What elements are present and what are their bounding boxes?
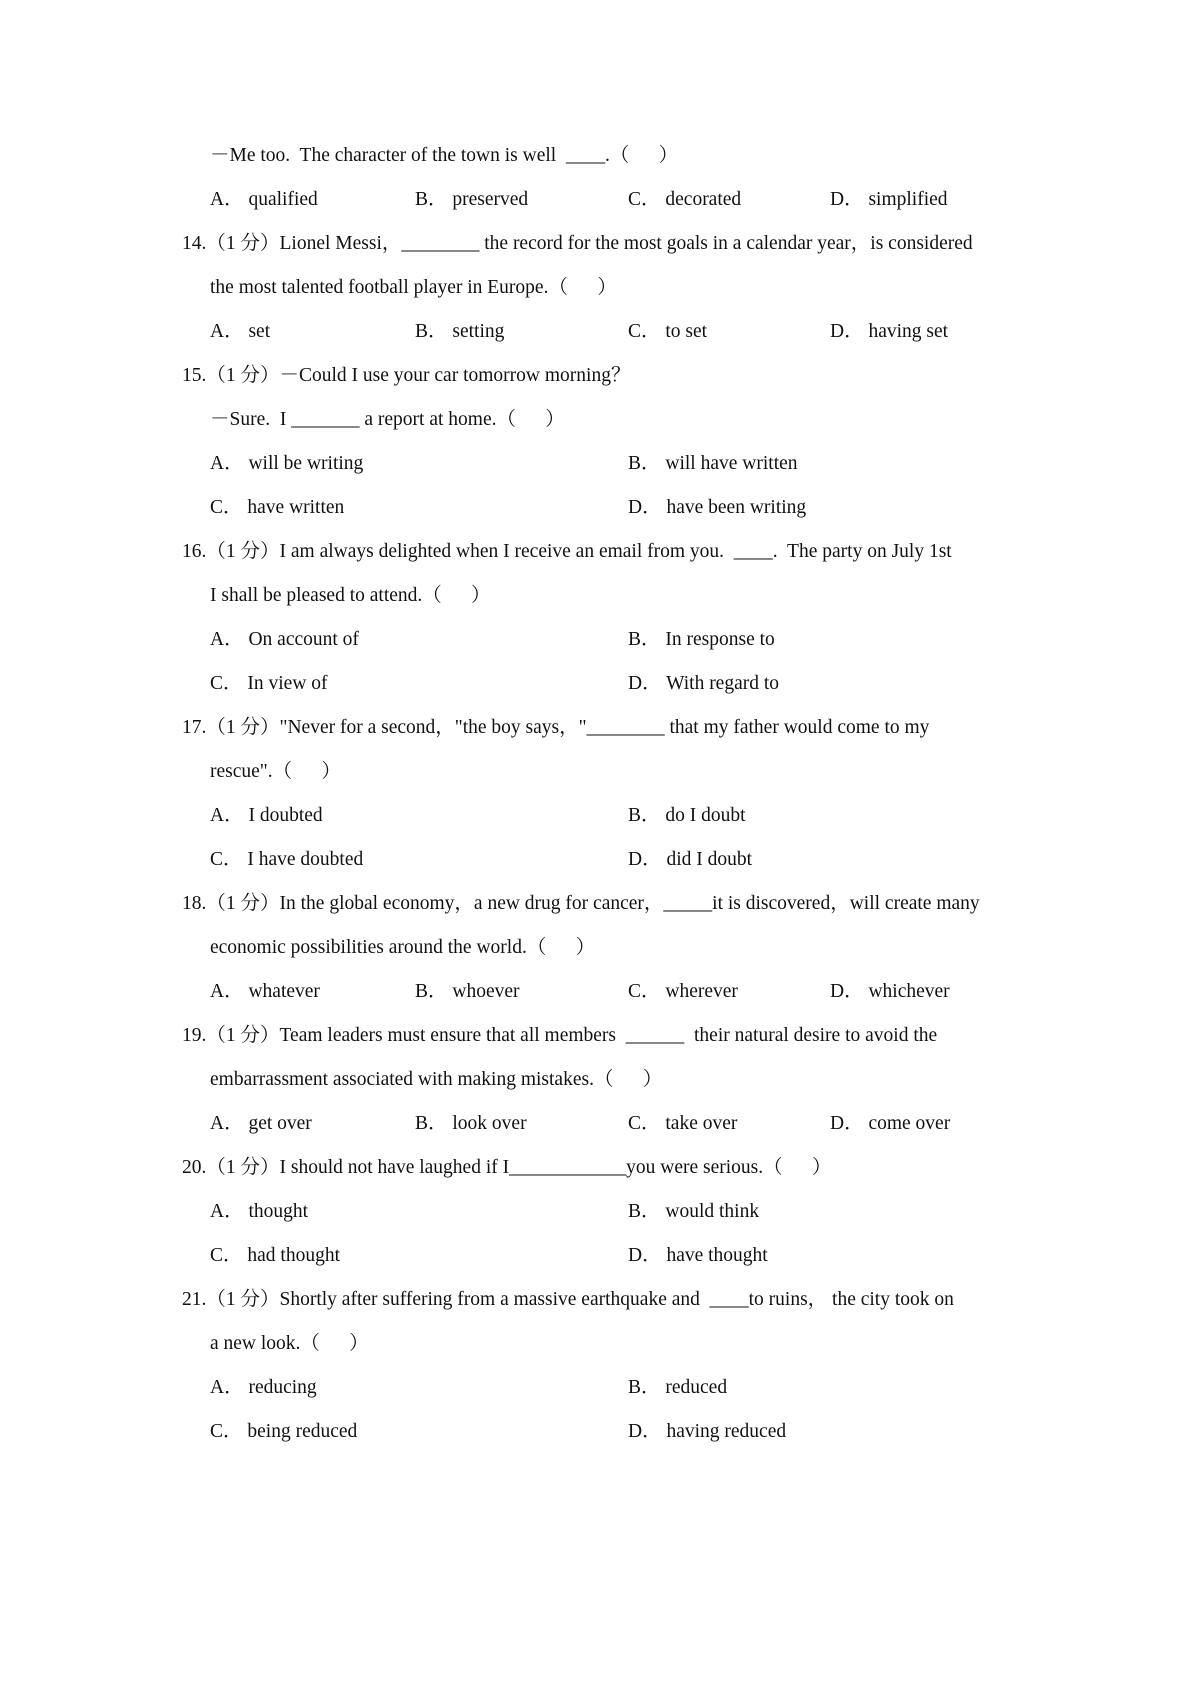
q17-option-d: D． did I doubt — [628, 849, 753, 870]
q13-option-c: C． decorated — [628, 189, 742, 210]
q19-option-a: A． get over — [210, 1113, 312, 1134]
q15-option-c: C． have written — [210, 497, 345, 518]
q16-option-c: C． In view of — [210, 673, 328, 694]
q20-option-b: B． would think — [628, 1201, 760, 1222]
q16-option-b: B． In response to — [628, 629, 775, 650]
q21-option-b: B． reduced — [628, 1377, 728, 1398]
q17-stem: 17.（1 分）"Never for a second，"the boy says，"________ that my father would come to my — [182, 717, 930, 738]
q18-option-b: B． whoever — [415, 981, 520, 1002]
q13-option-d: D． simplified — [830, 189, 948, 210]
q15-option-b: B． will have written — [628, 453, 798, 474]
q17-option-c: C． I have doubted — [210, 849, 364, 870]
q21-option-a: A． reducing — [210, 1377, 317, 1398]
q15-option-a: A． will be writing — [210, 453, 364, 474]
q20-option-d: D． have thought — [628, 1245, 768, 1266]
q15-option-d: D． have been writing — [628, 497, 807, 518]
q19-stem: 19.（1 分）Team leaders must ensure that all members ______ their natural desire to avoid the — [182, 1025, 938, 1046]
q13-option-a: A． qualified — [210, 189, 318, 210]
q18-stem-cont: economic possibilities around the world.（ ） — [210, 937, 596, 958]
q21-option-d: D． having reduced — [628, 1421, 787, 1442]
q17-option-b: B． do I doubt — [628, 805, 746, 826]
q17-option-a: A． I doubted — [210, 805, 323, 826]
q20-option-a: A． thought — [210, 1201, 309, 1222]
q20-option-c: C． had thought — [210, 1245, 340, 1266]
q13-option-b: B． preserved — [415, 189, 529, 210]
q14-option-b: B． setting — [415, 321, 505, 342]
q18-option-a: A． whatever — [210, 981, 320, 1002]
q15-stem-cont: －Sure. I _______ a report at home.（ ） — [210, 409, 565, 430]
q14-stem: 14.（1 分）Lionel Messi，________ the record for the most goals in a calendar year，is considered — [182, 233, 973, 254]
q17-stem-cont: rescue".（ ） — [210, 761, 341, 782]
q16-option-d: D． With regard to — [628, 673, 780, 694]
q19-option-d: D． come over — [830, 1113, 951, 1134]
q14-option-c: C． to set — [628, 321, 708, 342]
q16-stem: 16.（1 分）I am always delighted when I receive an email from you. ____. The party on July 1st — [182, 541, 952, 562]
q14-stem-cont: the most talented football player in Europe.（ ） — [210, 277, 617, 298]
q16-option-a: A． On account of — [210, 629, 359, 650]
q19-stem-cont: embarrassment associated with making mistakes.（ ） — [210, 1069, 663, 1090]
q19-option-c: C． take over — [628, 1113, 738, 1134]
q18-option-d: D． whichever — [830, 981, 950, 1002]
q21-stem-cont: a new look.（ ） — [210, 1333, 369, 1354]
q21-stem: 21.（1 分）Shortly after suffering from a massive earthquake and ____to ruins， the city took on — [182, 1289, 954, 1310]
q14-option-a: A． set — [210, 321, 271, 342]
q13-stem-line: －Me too. The character of the town is well ____.（ ） — [210, 145, 679, 166]
q18-option-c: C． wherever — [628, 981, 738, 1002]
q18-stem: 18.（1 分）In the global economy，a new drug for cancer，_____it is discovered，will create many — [182, 893, 980, 914]
q16-stem-cont: I shall be pleased to attend.（ ） — [210, 585, 491, 606]
q20-stem: 20.（1 分）I should not have laughed if I____________you were serious.（ ） — [182, 1157, 832, 1178]
q19-option-b: B． look over — [415, 1113, 527, 1134]
q14-option-d: D． having set — [830, 321, 949, 342]
q15-stem: 15.（1 分）－Could I use your car tomorrow morning？ — [182, 365, 631, 386]
q21-option-c: C． being reduced — [210, 1421, 358, 1442]
